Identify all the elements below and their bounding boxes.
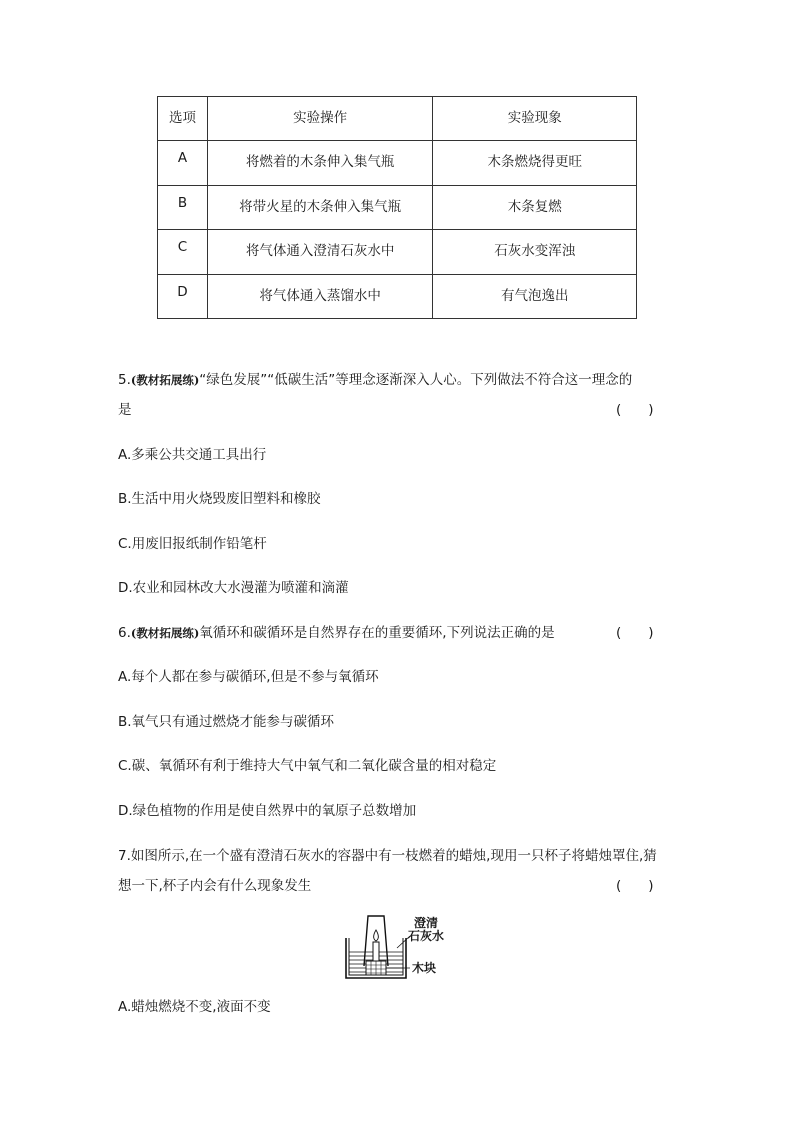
table-cell: 将气体通入蒸馏水中 [207,274,433,318]
table-cell: 木条燃烧得更旺 [433,141,637,185]
table-cell: 将带火星的木条伸入集气瓶 [207,185,433,229]
candle [373,942,379,961]
table-row [158,274,637,318]
answer-bracket: ( ) [616,878,654,894]
answer-bracket: ( ) [616,402,654,418]
option-b: B.生活中用火烧毁废旧塑料和橡胶 [118,491,321,507]
table-cell: 将燃着的木条伸入集气瓶 [207,141,433,185]
table-cell: 木条复燃 [433,185,637,229]
question-tag: (教材拓展练) [130,626,200,640]
question-number: 6. [118,625,131,641]
table-cell: A [158,141,208,185]
option-c: C.碳、氧循环有利于维持大气中氧气和二氧化碳含量的相对稳定 [118,758,497,774]
option-a: A.每个人都在参与碳循环,但是不参与氧循环 [118,669,379,685]
question-5-stem [118,371,632,389]
table-row [158,230,637,274]
table-cell: 将气体通入澄清石灰水中 [207,230,433,274]
figure-label-block: 木块 [412,961,437,975]
option-d: D.绿色植物的作用是使自然界中的氧原子总数增加 [118,803,417,819]
experiment-table [157,96,637,319]
table-cell: B [158,185,208,229]
question-7-stem-continued: 想一下,杯子内会有什么现象发生 [118,878,312,894]
figure-label-limewater-2: 石灰水 [408,929,445,943]
table-cell: C [158,230,208,274]
question-text: 氧循环和碳循环是自然界存在的重要循环,下列说法正确的是 [199,625,555,641]
option-a: A.蜡烛燃烧不变,液面不变 [118,999,271,1015]
table-cell: D [158,274,208,318]
table-cell: 有气泡逸出 [433,274,637,318]
table-header-cell: 实验操作 [207,97,433,141]
figure-label-limewater-1: 澄清 [414,916,439,930]
question-text: “绿色发展”“低碳生活”等理念逐渐深入人心。下列做法不符合这一理念的 [199,372,633,388]
option-c: C.用废旧报纸制作铅笔杆 [118,536,267,552]
question-number: 5. [118,372,131,388]
question-6-stem [118,624,555,642]
apparatus-diagram [340,908,480,988]
table-row [158,185,637,229]
answer-bracket: ( ) [616,625,654,641]
option-b: B.氧气只有通过燃烧才能参与碳循环 [118,714,335,730]
question-7-stem: 7.如图所示,在一个盛有澄清石灰水的容器中有一枝燃着的蜡烛,现用一只杯子将蜡烛罩住,猜 [118,848,657,864]
question-tag: (教材拓展练) [130,373,200,387]
option-a: A.多乘公共交通工具出行 [118,447,267,463]
experiment-figure [340,908,480,988]
table-cell: 石灰水变浑浊 [433,230,637,274]
table-header-cell: 实验现象 [433,97,637,141]
option-d: D.农业和园林改大水漫灌为喷灌和滴灌 [118,580,349,596]
table-header-row [158,97,637,141]
table-header-cell: 选项 [158,97,208,141]
table-row [158,141,637,185]
flame-icon [374,930,379,941]
question-5-stem-continued: 是 [118,402,132,418]
